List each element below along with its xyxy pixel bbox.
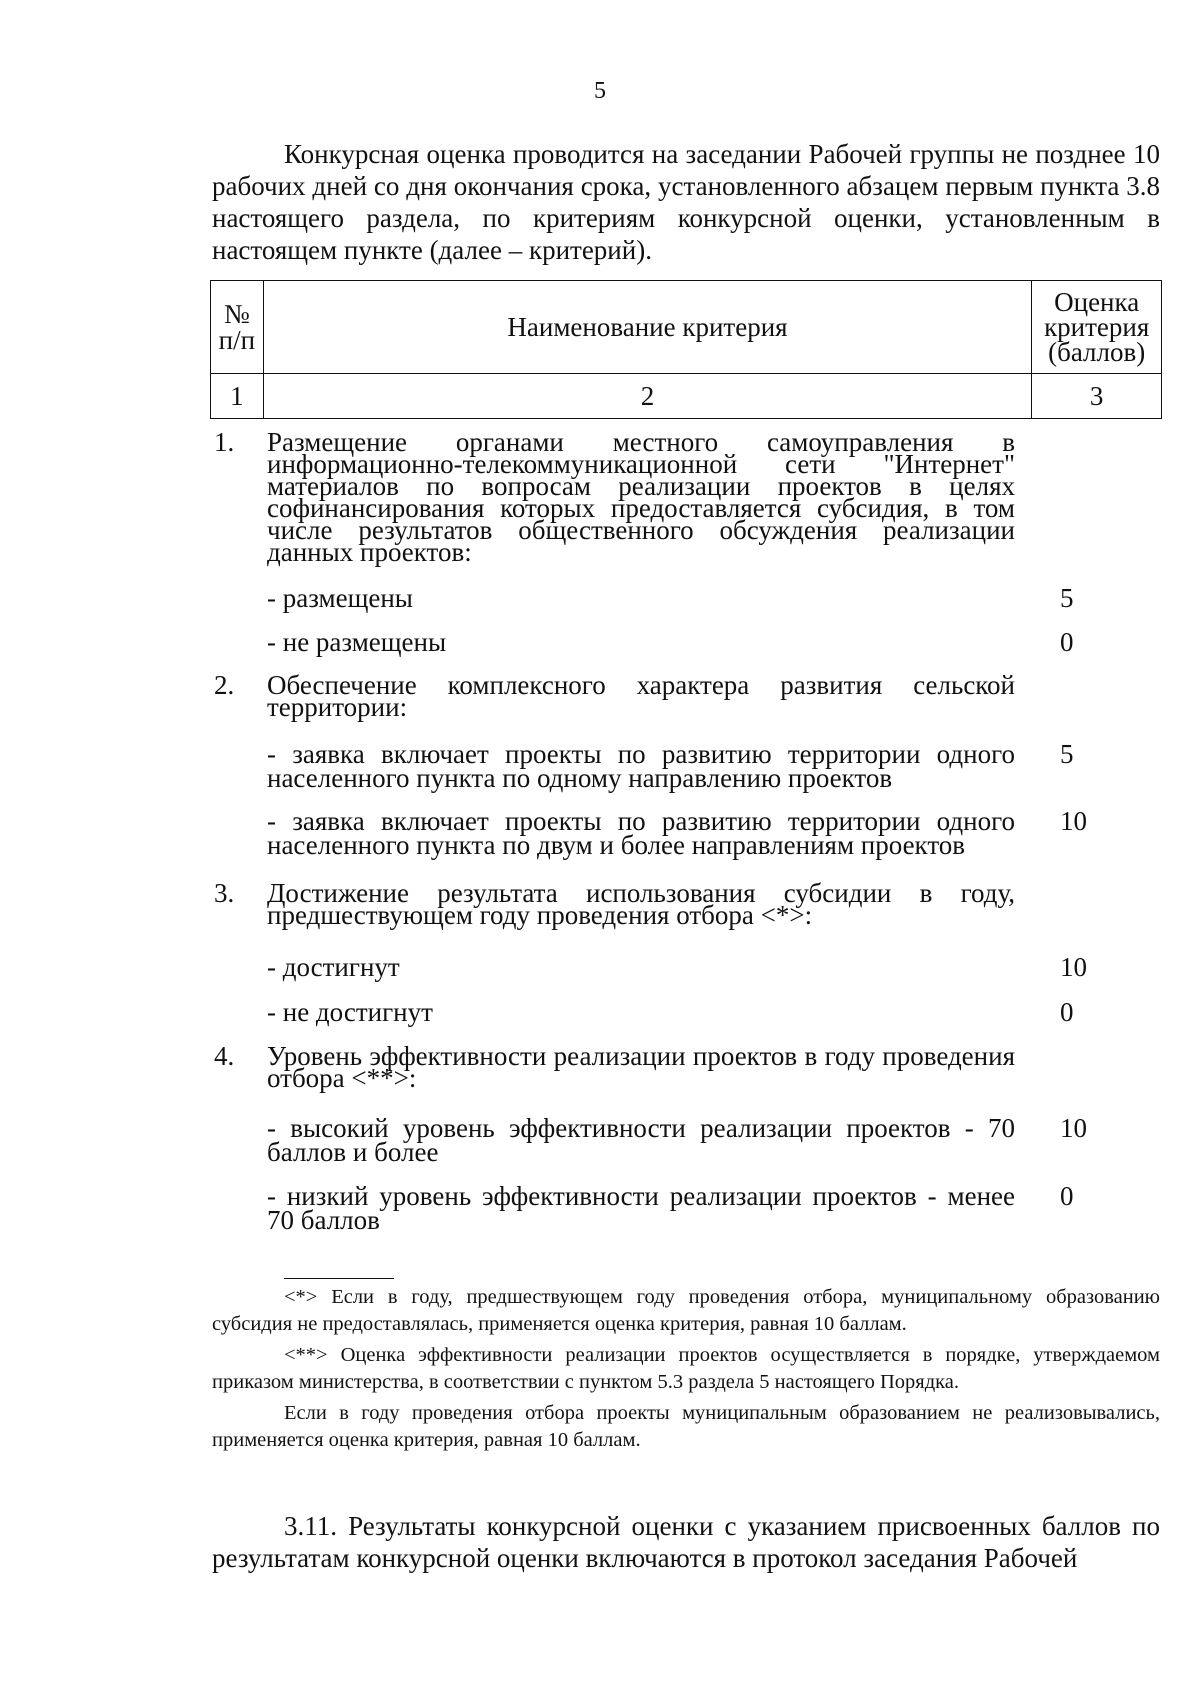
criterion-text: Уровень эффективности реализации проектов в году проведения отбора <**>:: [267, 1041, 1015, 1093]
criterion-text: Обеспечение комплексного характера развития сельской территории:: [267, 670, 1015, 722]
table-index-row: [211, 374, 1162, 419]
criterion-number: 3.: [214, 878, 235, 908]
footnote-2: <**> Оценка эффективности реализации проектов осуществляется в порядке, утверждаемом приказом министерства, в соответствии с пунктом 5.3 раздела 5 настоящего Порядка.: [212, 1344, 1160, 1393]
criteria-list: [210, 427, 1162, 1235]
criterion-4: [210, 1041, 1162, 1235]
option-score: 10: [1060, 952, 1087, 982]
option-text: - заявка включает проекты по развитию территории одного населенного пункта по двум и более направлениям проектов: [267, 806, 1015, 860]
option-text: - низкий уровень эффективности реализации проектов - менее 70 баллов: [267, 1181, 1015, 1235]
option-score: 5: [1060, 583, 1074, 613]
section-3-11-paragraph: 3.11. Результаты конкурсной оценки с указанием присвоенных баллов по результатам конкурсной оценки включаются в протокол заседания Рабочей: [212, 1511, 1160, 1573]
criterion-3: [210, 878, 1162, 1027]
header-name: Наименование критерия: [263, 281, 1032, 374]
criterion-title: [214, 878, 1015, 930]
criterion-option: [267, 806, 1087, 860]
index-cell-3: 3: [1032, 374, 1162, 419]
criterion-option: [267, 739, 1074, 793]
footnote-1: <*> Если в году, предшествующем году проведения отбора, муниципальному образованию субсидия не предоставлялась, применяется оценка критерия, равная 10 баллам.: [212, 1286, 1160, 1335]
option-score: 0: [1060, 1181, 1074, 1211]
criterion-text: Достижение результата использования субсидии в году, предшествующем году проведения отбора <*>:: [267, 878, 1015, 930]
option-score: 5: [1060, 739, 1074, 769]
option-score: 0: [1060, 997, 1074, 1027]
criterion-title: [214, 427, 1015, 567]
criterion-option: [267, 1181, 1074, 1235]
criterion-option: [267, 997, 1074, 1027]
index-cell-1: 1: [211, 374, 264, 419]
criterion-2: [210, 670, 1162, 860]
footnote-divider: [284, 1278, 394, 1279]
criterion-number: 2.: [214, 670, 235, 700]
footnote-3: Если в году проведения отбора проекты муниципальным образованием не реализовывались, применяется оценка критерия, равная 10 баллам.: [212, 1402, 1160, 1451]
criterion-option: [267, 952, 1087, 982]
option-text: - размещены: [267, 583, 413, 613]
criterion-option: [267, 583, 1074, 613]
option-text: - не размещены: [267, 627, 447, 657]
option-text: - достигнут: [267, 952, 400, 982]
header-num: № п/п: [211, 281, 264, 374]
table-header-row: [211, 281, 1162, 374]
footnotes: [212, 1284, 1160, 1458]
page-number: 5: [594, 78, 606, 104]
criterion-number: 1.: [214, 427, 235, 457]
option-score: 10: [1060, 806, 1087, 836]
option-text: - не достигнут: [267, 997, 433, 1027]
header-score: Оценка критерия (баллов): [1032, 281, 1162, 374]
option-text: - заявка включает проекты по развитию территории одного населенного пункта по одному направлению проектов: [267, 739, 1015, 793]
intro-paragraph: Конкурсная оценка проводится на заседании Рабочей группы не позднее 10 рабочих дней со дня окончания срока, установленного абзацем первым пункта 3.8 настоящего раздела, по критериям конкурсной оценки, установленным в настоящем пункте (далее – критерий).: [212, 139, 1160, 265]
option-score: 10: [1060, 1113, 1087, 1143]
criterion-title: [214, 1041, 1015, 1093]
criterion-option: [267, 627, 1074, 657]
index-cell-2: 2: [263, 374, 1032, 419]
criterion-option: [267, 1113, 1087, 1167]
criterion-number: 4.: [214, 1041, 235, 1071]
option-score: 0: [1060, 627, 1074, 657]
option-text: - высокий уровень эффективности реализации проектов - 70 баллов и более: [267, 1113, 1015, 1167]
criterion-text: Размещение органами местного самоуправления в информационно-телекоммуникационной сети "Интернет" материалов по вопросам реализации проектов в целях софинансирования которых предоставляется субсидия, в том числе результатов общественного обсуждения реализации данных проектов:: [267, 427, 1015, 567]
criterion-1: [210, 427, 1162, 657]
criterion-title: [214, 670, 1015, 722]
criteria-table-header: [210, 280, 1162, 419]
